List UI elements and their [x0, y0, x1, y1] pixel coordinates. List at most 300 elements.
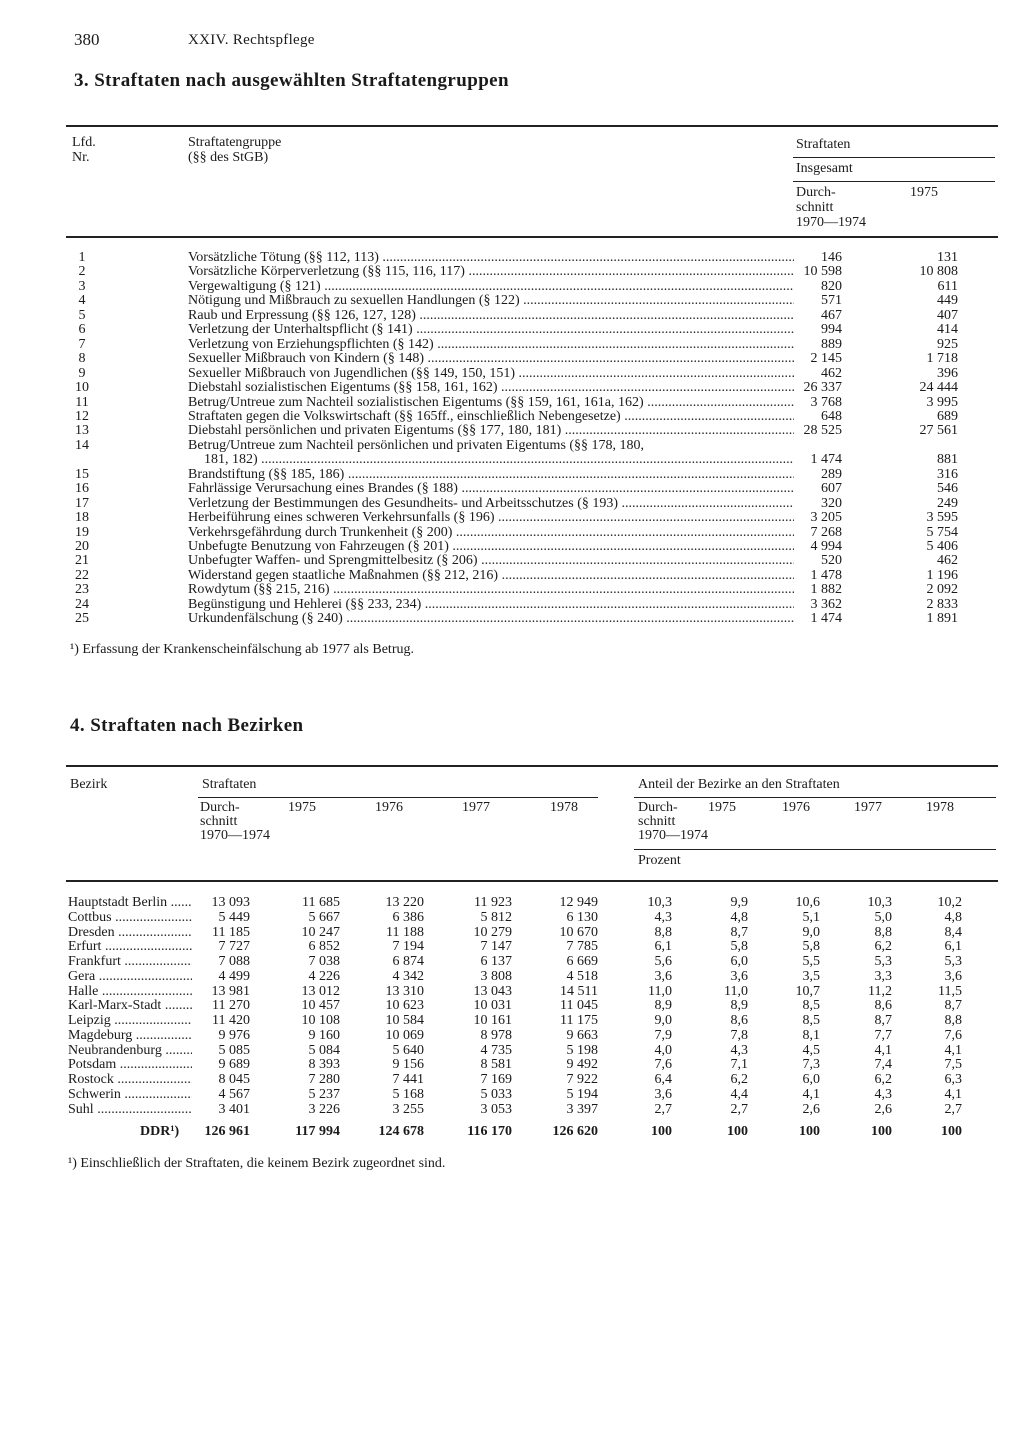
row-label: Begünstigung und Hehlerei (§§ 233, 234) ..... — [188, 598, 794, 612]
value-count: 10 584 — [385, 1013, 424, 1028]
bezirk-name: Erfurt ..... — [68, 940, 192, 955]
row-number: 21 — [75, 553, 89, 569]
table3-col-lfd: Lfd. — [72, 135, 96, 150]
value-average: 820 — [821, 278, 842, 294]
row-label: Verkehrsgefährdung durch Trunkenheit (§ 200) ..... — [188, 526, 794, 540]
value-percent: 8,7 — [874, 1013, 892, 1028]
row-number: 19 — [75, 524, 89, 540]
table4-row — [0, 1014, 1024, 1029]
table3-title: 3. Straftaten nach ausgewählten Straftatengruppen — [74, 70, 509, 91]
row-label: Diebstahl sozialistischen Eigentums (§§ 158, 161, 162) ..... — [188, 381, 794, 395]
value-average: 462 — [821, 365, 842, 381]
table3-col-group-sub: (§§ des StGB) — [188, 150, 269, 165]
value-count: 9 976 — [218, 1027, 250, 1043]
value-1975: 449 — [937, 293, 958, 309]
table3-col-avg-3: 1970—1974 — [796, 215, 866, 230]
value-1975: 27 561 — [919, 423, 958, 439]
bezirk-name: Suhl ..... — [68, 1103, 192, 1118]
bezirk-name: Leipzig ..... — [68, 1014, 192, 1029]
value-1975: 24 444 — [919, 380, 958, 396]
row-number: 6 — [78, 322, 86, 338]
value-percent: 8,6 — [874, 998, 892, 1014]
value-percent: 5,8 — [730, 939, 748, 955]
value-percent: 9,0 — [654, 1013, 672, 1028]
row-number: 13 — [75, 423, 89, 439]
value-average: 648 — [821, 408, 842, 424]
row-label: Sexueller Mißbrauch von Jugendlichen (§§ 149, 150, 151) ..... — [188, 367, 794, 381]
value-count: 10 031 — [473, 998, 512, 1014]
bezirk-name: Rostock ..... — [68, 1073, 192, 1088]
value-count: 10 069 — [385, 1027, 424, 1043]
table4-row — [0, 896, 1024, 911]
value-count: 11 175 — [560, 1013, 598, 1028]
row-number: 24 — [75, 596, 89, 612]
value-count: 10 623 — [385, 998, 424, 1014]
table4-col-bezirk: Bezirk — [70, 777, 108, 792]
value-count: 7 441 — [392, 1072, 424, 1087]
value-count: 9 689 — [218, 1057, 250, 1073]
row-number: 4 — [78, 293, 86, 309]
table3-row — [0, 294, 1024, 308]
table4-row — [0, 970, 1024, 985]
table4-col-1978: 1978 — [550, 800, 578, 815]
value-percent: 3,6 — [730, 968, 748, 984]
value-percent: 3,5 — [802, 968, 820, 984]
value-count: 13 310 — [385, 983, 424, 999]
table3-row — [0, 468, 1024, 482]
value-percent: 9,0 — [802, 924, 820, 940]
bezirk-name: Potsdam ..... — [68, 1058, 192, 1073]
value-percent: 7,7 — [874, 1027, 892, 1043]
row-label: Nötigung und Mißbrauch zu sexuellen Handlungen (§ 122) ..... — [188, 294, 794, 308]
value-percent: 10,3 — [867, 895, 892, 910]
value-count: 4 735 — [480, 1042, 512, 1058]
value-count: 126 620 — [552, 1124, 598, 1139]
value-percent: 4,1 — [944, 1042, 962, 1058]
value-count: 13 043 — [473, 983, 512, 999]
value-percent: 7,4 — [874, 1057, 892, 1073]
value-count: 5 812 — [480, 909, 512, 925]
value-count: 7 727 — [218, 939, 250, 955]
table4-sub-rule-left — [198, 797, 598, 798]
table3-col-avg-2: schnitt — [796, 200, 834, 215]
table4-col-avg-2: schnitt — [200, 814, 238, 829]
value-percent: 11,5 — [938, 983, 962, 999]
value-percent: 6,0 — [802, 1072, 820, 1087]
table3-row — [0, 396, 1024, 410]
value-average: 1 474 — [810, 611, 842, 627]
value-percent: 10,3 — [647, 895, 672, 910]
table4-col-anteil: Anteil der Bezirke an den Straftaten — [638, 777, 840, 792]
value-count: 6 130 — [566, 909, 598, 925]
row-label: Unbefugte Benutzung von Fahrzeugen (§ 201) ..... — [188, 540, 794, 554]
row-number: 25 — [75, 611, 89, 627]
value-count: 11 923 — [474, 895, 512, 910]
value-percent: 7,6 — [654, 1057, 672, 1073]
value-count: 10 108 — [301, 1013, 340, 1028]
value-average: 3 768 — [810, 394, 842, 410]
row-label: Vorsätzliche Körperverletzung (§§ 115, 116, 117) ..... — [188, 265, 794, 279]
row-number: 8 — [78, 351, 86, 367]
value-percent: 3,6 — [654, 1086, 672, 1102]
value-count: 7 147 — [480, 939, 512, 955]
value-percent: 5,0 — [874, 909, 892, 925]
value-count: 10 279 — [473, 924, 512, 940]
value-1975: 3 595 — [926, 510, 958, 526]
row-label: Betrug/Untreue zum Nachteil sozialistischen Eigentums (§§ 159, 161, 161a, 162) ..... — [188, 396, 794, 410]
value-1975: 689 — [937, 408, 958, 424]
bezirk-name: Neubrandenburg ..... — [68, 1044, 192, 1059]
value-percent: 6,4 — [654, 1072, 672, 1087]
value-percent: 2,6 — [802, 1101, 820, 1117]
value-count: 7 169 — [480, 1072, 512, 1087]
table3-sub-rule-1 — [793, 157, 995, 158]
row-label-continuation: 181, 182) ..... — [204, 453, 794, 467]
row-label: Verletzung der Bestimmungen des Gesundheits- und Arbeitsschutzes (§ 193) ..... — [188, 497, 794, 511]
value-count: 11 420 — [212, 1013, 250, 1028]
row-number: 2 — [78, 264, 86, 280]
value-percent: 8,9 — [730, 998, 748, 1014]
bezirk-name: Schwerin ..... — [68, 1088, 192, 1103]
table4-row — [0, 1103, 1024, 1118]
value-1975: 1 196 — [926, 567, 958, 583]
bezirk-name: Gera ..... — [68, 970, 192, 985]
value-count: 7 194 — [392, 939, 424, 955]
value-count: 5 194 — [566, 1086, 598, 1102]
table4-row — [0, 985, 1024, 1000]
row-number: 15 — [75, 466, 89, 482]
row-label: Raub und Erpressung (§§ 126, 127, 128) ..... — [188, 309, 794, 323]
table4-col-pavg-2: schnitt — [638, 814, 676, 829]
value-1975: 1 718 — [926, 351, 958, 367]
value-count: 7 922 — [566, 1072, 598, 1087]
value-percent: 8,8 — [874, 924, 892, 940]
value-count: 9 160 — [308, 1027, 340, 1043]
value-count: 9 663 — [566, 1027, 598, 1043]
value-count: 126 961 — [204, 1124, 250, 1139]
value-percent: 4,0 — [654, 1042, 672, 1058]
value-percent: 4,5 — [802, 1042, 820, 1058]
row-label: Verletzung der Unterhaltspflicht (§ 141) ..... — [188, 323, 794, 337]
table3-row — [0, 323, 1024, 337]
value-count: 9 156 — [392, 1057, 424, 1073]
value-percent: 6,0 — [730, 954, 748, 969]
value-count: 5 667 — [308, 909, 340, 925]
value-percent: 5,6 — [654, 954, 672, 969]
value-average: 1 478 — [810, 567, 842, 583]
value-count: 5 085 — [218, 1042, 250, 1058]
value-percent: 5,3 — [944, 954, 962, 969]
table4-col-p1975: 1975 — [708, 800, 736, 815]
value-percent: 4,3 — [730, 1042, 748, 1058]
value-1975: 5 754 — [926, 524, 958, 540]
value-percent: 8,4 — [944, 924, 962, 940]
value-average: 7 268 — [810, 524, 842, 540]
value-percent: 7,1 — [730, 1057, 748, 1073]
table4-row — [0, 940, 1024, 955]
value-percent: 4,1 — [874, 1042, 892, 1058]
table4-col-1975: 1975 — [288, 800, 316, 815]
value-count: 13 093 — [211, 895, 250, 910]
table4-row — [0, 1073, 1024, 1088]
table4-col-pavg-1: Durch- — [638, 800, 678, 815]
value-count: 124 678 — [378, 1124, 424, 1139]
value-percent: 9,9 — [730, 895, 748, 910]
value-average: 4 994 — [810, 539, 842, 554]
value-percent: 2,7 — [944, 1101, 962, 1117]
value-percent: 8,9 — [654, 998, 672, 1014]
value-count: 5 168 — [392, 1086, 424, 1102]
value-1975: 407 — [937, 307, 958, 323]
table3-row — [0, 554, 1024, 568]
value-percent: 100 — [799, 1124, 820, 1139]
row-number: 20 — [75, 539, 89, 554]
value-count: 116 170 — [467, 1124, 512, 1139]
value-1975: 414 — [937, 322, 958, 338]
value-percent: 8,8 — [944, 1013, 962, 1028]
value-percent: 7,6 — [944, 1027, 962, 1043]
value-percent: 6,3 — [944, 1072, 962, 1087]
value-average: 3 205 — [810, 510, 842, 526]
table3-col-nr: Nr. — [72, 150, 90, 165]
table4-row — [0, 911, 1024, 926]
table4-col-1977: 1977 — [462, 800, 490, 815]
table4-row — [0, 1029, 1024, 1044]
value-percent: 4,3 — [874, 1086, 892, 1102]
value-count: 10 457 — [301, 998, 340, 1014]
value-count: 4 518 — [566, 968, 598, 984]
value-count: 10 670 — [559, 924, 598, 940]
value-percent: 6,2 — [874, 939, 892, 955]
value-count: 4 226 — [308, 968, 340, 984]
row-label: Brandstiftung (§§ 185, 186) ..... — [188, 468, 794, 482]
bezirk-name: Halle ..... — [68, 985, 192, 1000]
value-percent: 5,1 — [802, 909, 820, 925]
table4-row — [0, 926, 1024, 941]
value-1975: 3 995 — [926, 394, 958, 410]
row-number: 5 — [78, 307, 86, 323]
value-count: 117 994 — [295, 1124, 340, 1139]
table3-row — [0, 612, 1024, 626]
table4-footnote: ¹) Einschließlich der Straftaten, die keinem Bezirk zugeordnet sind. — [68, 1156, 446, 1171]
value-count: 3 226 — [308, 1101, 340, 1117]
value-percent: 100 — [871, 1124, 892, 1139]
value-percent: 6,1 — [654, 939, 672, 955]
value-1975: 316 — [937, 466, 958, 482]
value-percent: 6,2 — [874, 1072, 892, 1087]
table4-col-straftaten: Straftaten — [202, 777, 257, 792]
value-count: 6 669 — [566, 954, 598, 969]
value-count: 11 685 — [302, 895, 340, 910]
value-count: 11 185 — [212, 924, 250, 940]
row-number: 12 — [75, 408, 89, 424]
value-average: 520 — [821, 553, 842, 569]
row-number: 11 — [75, 394, 89, 410]
table3-top-rule — [66, 125, 998, 127]
value-count: 3 401 — [218, 1101, 250, 1117]
row-label: Fahrlässige Verursachung eines Brandes (§ 188) ..... — [188, 482, 794, 496]
value-average: 26 337 — [803, 380, 842, 396]
value-count: 8 045 — [218, 1072, 250, 1087]
value-count: 5 237 — [308, 1086, 340, 1102]
value-average: 146 — [821, 250, 842, 265]
value-percent: 8,6 — [730, 1013, 748, 1028]
value-count: 12 949 — [559, 895, 598, 910]
value-average: 1 882 — [810, 582, 842, 598]
value-count: 14 511 — [560, 983, 598, 999]
value-count: 5 033 — [480, 1086, 512, 1102]
value-1975: 925 — [937, 336, 958, 352]
value-percent: 7,8 — [730, 1027, 748, 1043]
value-count: 6 874 — [392, 954, 424, 969]
value-percent: 5,8 — [802, 939, 820, 955]
table3-row — [0, 598, 1024, 612]
value-percent: 3,3 — [874, 968, 892, 984]
value-percent: 4,8 — [944, 909, 962, 925]
table4-col-1976: 1976 — [375, 800, 403, 815]
table3-row — [0, 309, 1024, 323]
value-percent: 8,1 — [802, 1027, 820, 1043]
row-number: 7 — [78, 336, 86, 352]
row-number: 17 — [75, 495, 89, 511]
table3-row — [0, 251, 1024, 265]
value-count: 7 280 — [308, 1072, 340, 1087]
value-count: 3 255 — [392, 1101, 424, 1117]
table3-row — [0, 526, 1024, 540]
bezirk-name: Hauptstadt Berlin ..... — [68, 896, 192, 911]
value-percent: 2,7 — [654, 1101, 672, 1117]
value-percent: 7,9 — [654, 1027, 672, 1043]
table4-col-avg-1: Durch- — [200, 800, 240, 815]
value-percent: 2,7 — [730, 1101, 748, 1117]
table3-col-1975: 1975 — [910, 185, 938, 200]
value-1975: 462 — [937, 553, 958, 569]
value-count: 13 220 — [385, 895, 424, 910]
value-average: 289 — [821, 466, 842, 482]
value-average: 1 474 — [810, 452, 842, 468]
value-percent: 8,7 — [944, 998, 962, 1014]
table4-col-pavg-3: 1970—1974 — [638, 828, 708, 843]
value-percent: 4,1 — [944, 1086, 962, 1102]
value-percent: 100 — [651, 1124, 672, 1139]
row-number: 9 — [78, 365, 86, 381]
bezirk-name: Frankfurt ..... — [68, 955, 192, 970]
value-percent: 11,0 — [724, 983, 748, 999]
row-label: Sexueller Mißbrauch von Kindern (§ 148) ..... — [188, 352, 794, 366]
row-label: Herbeiführung eines schweren Verkehrsunfalls (§ 196) ..... — [188, 511, 794, 525]
row-number: 16 — [75, 481, 89, 497]
table3-row — [0, 367, 1024, 381]
value-count: 7 088 — [218, 954, 250, 969]
value-1975: 396 — [937, 365, 958, 381]
page-number: 380 — [74, 30, 100, 49]
value-percent: 11,0 — [648, 983, 672, 999]
value-percent: 5,3 — [874, 954, 892, 969]
table4-row — [0, 1058, 1024, 1073]
table3-footnote: ¹) Erfassung der Krankenscheinfälschung ab 1977 als Betrug. — [70, 642, 414, 657]
value-count: 7 038 — [308, 954, 340, 969]
row-number: 14 — [75, 437, 89, 453]
value-percent: 2,6 — [874, 1101, 892, 1117]
row-number: 23 — [75, 582, 89, 598]
table4-total-row — [0, 1125, 1024, 1140]
table3-col-group: Straftatengruppe — [188, 135, 282, 150]
table4-header-rule — [66, 880, 998, 882]
value-count: 5 084 — [308, 1042, 340, 1058]
value-count: 13 012 — [301, 983, 340, 999]
bezirk-name: Cottbus ..... — [68, 911, 192, 926]
table4-col-p1977: 1977 — [854, 800, 882, 815]
row-label: Vergewaltigung (§ 121) ..... — [188, 280, 794, 294]
value-percent: 10,6 — [795, 895, 820, 910]
value-percent: 7,5 — [944, 1057, 962, 1073]
value-percent: 100 — [727, 1124, 748, 1139]
value-1975: 2 833 — [926, 596, 958, 612]
value-count: 3 053 — [480, 1101, 512, 1117]
table3-row — [0, 569, 1024, 583]
table3-row — [0, 540, 1024, 554]
table4-row — [0, 999, 1024, 1014]
value-percent: 3,6 — [654, 968, 672, 984]
value-count: 9 492 — [566, 1057, 598, 1073]
table3-row — [0, 352, 1024, 366]
row-number: 22 — [75, 567, 89, 583]
value-1975: 131 — [937, 250, 958, 265]
table3-row — [0, 338, 1024, 352]
row-label: Betrug/Untreue zum Nachteil persönlichen und privaten Eigentums (§§ 178, 180, — [188, 438, 645, 453]
value-percent: 11,2 — [868, 983, 892, 999]
value-count: 11 270 — [212, 998, 250, 1014]
value-percent: 4,1 — [802, 1086, 820, 1102]
value-percent: 3,6 — [944, 968, 962, 984]
value-percent: 6,2 — [730, 1072, 748, 1087]
row-number: 3 — [78, 278, 86, 294]
value-percent: 6,1 — [944, 939, 962, 955]
value-percent: 7,3 — [802, 1057, 820, 1073]
table3-row — [0, 482, 1024, 496]
value-percent: 8,7 — [730, 924, 748, 940]
value-1975: 5 406 — [926, 539, 958, 554]
table4-row — [0, 955, 1024, 970]
table4-prozent-rule — [634, 849, 996, 850]
value-count: 13 981 — [211, 983, 250, 999]
value-count: 4 567 — [218, 1086, 250, 1102]
value-count: 6 137 — [480, 954, 512, 969]
value-count: 10 247 — [301, 924, 340, 940]
row-label: Widerstand gegen staatliche Maßnahmen (§§ 212, 216) ..... — [188, 569, 794, 583]
value-percent: 10,2 — [937, 895, 962, 910]
table3-row — [0, 583, 1024, 597]
value-percent: 8,5 — [802, 1013, 820, 1028]
value-average: 10 598 — [803, 264, 842, 280]
value-percent: 5,5 — [802, 954, 820, 969]
row-number: 10 — [75, 380, 89, 396]
table3-row — [0, 280, 1024, 294]
table4-col-avg-3: 1970—1974 — [200, 828, 270, 843]
row-number: 18 — [75, 510, 89, 526]
value-average: 467 — [821, 307, 842, 323]
value-count: 4 499 — [218, 968, 250, 984]
value-1975: 881 — [937, 452, 958, 468]
table3-row — [0, 410, 1024, 424]
value-percent: 4,8 — [730, 909, 748, 925]
table4-col-p1978: 1978 — [926, 800, 954, 815]
value-percent: 4,4 — [730, 1086, 748, 1102]
table3-col-insgesamt: Insgesamt — [796, 161, 853, 176]
value-1975: 1 891 — [926, 611, 958, 627]
value-percent: 10,7 — [795, 983, 820, 999]
table4-col-p1976: 1976 — [782, 800, 810, 815]
